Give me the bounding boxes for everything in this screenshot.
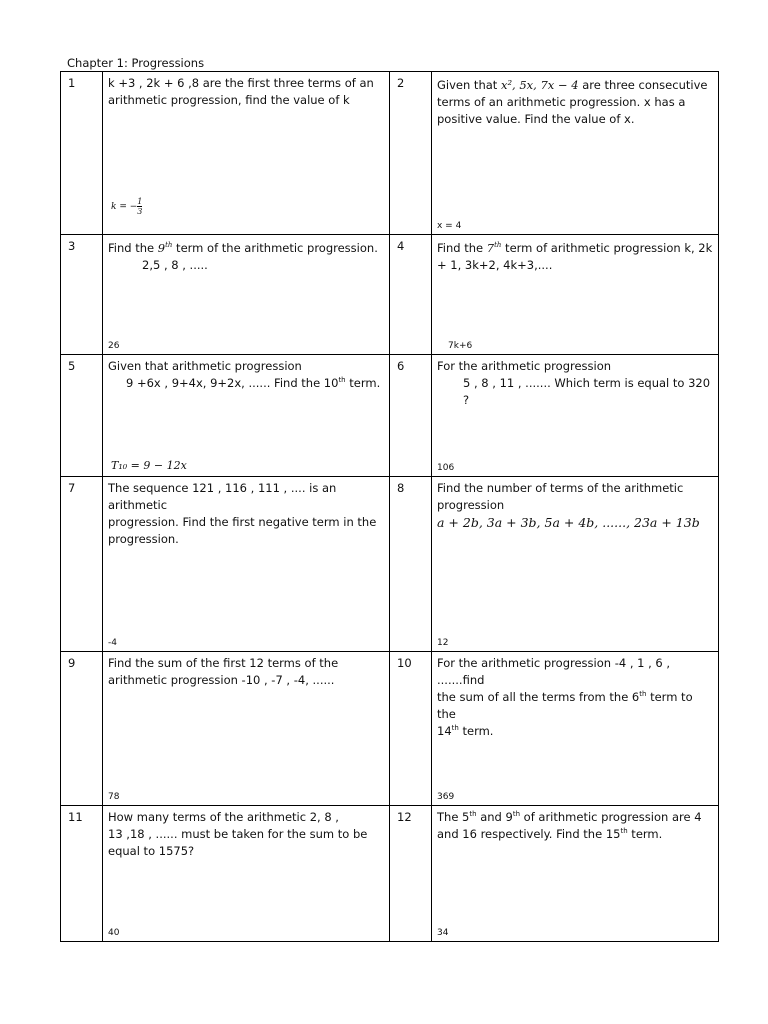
question-cell [432, 72, 719, 235]
table-row [61, 652, 719, 806]
question-text: For the arithmetic progression [437, 359, 612, 373]
question-number: 4 [390, 235, 432, 355]
question-text: 13 ,18 , ...... must be taken for the sum to be [108, 827, 368, 841]
question-number: 5 [61, 355, 103, 477]
question-text: progression. [108, 532, 179, 546]
question-text: k +3 , 2k + 6 ,8 are the first three terms of an [108, 76, 374, 90]
answer: 78 [108, 792, 120, 802]
question-cell [103, 806, 390, 942]
answer: 12 [437, 638, 449, 648]
question-text: Find the 7th term of arithmetic progression k, 2k [437, 241, 713, 255]
question-text: For the arithmetic progression -4 , 1 , 6 , .......find [437, 656, 671, 687]
question-number: 3 [61, 235, 103, 355]
question-cell [432, 355, 719, 477]
table-row [61, 72, 719, 235]
question-cell [103, 652, 390, 806]
question-number: 9 [61, 652, 103, 806]
table-row [61, 355, 719, 477]
question-cell [432, 806, 719, 942]
question-text: The 5th and 9th of arithmetic progression are 4 [437, 810, 702, 824]
answer: 26 [108, 341, 120, 351]
answer: T₁₀ = 9 − 12x [111, 459, 187, 472]
question-cell [103, 235, 390, 355]
question-text: arithmetic progression -10 , -7 , -4, ...... [108, 673, 335, 687]
question-text: 2,5 , 8 , ..... [142, 258, 208, 272]
question-cell [432, 235, 719, 355]
question-cell [432, 477, 719, 652]
question-text: The sequence 121 , 116 , 111 , .... is an arithmetic [108, 481, 337, 512]
table-row [61, 477, 719, 652]
question-cell [103, 72, 390, 235]
answer: 40 [108, 928, 120, 938]
question-text: positive value. Find the value of x. [437, 112, 635, 126]
question-text: progression [437, 498, 505, 512]
questions-table [60, 71, 719, 942]
question-text: and 16 respectively. Find the 15th term. [437, 827, 663, 841]
answer: 369 [437, 792, 455, 802]
question-number: 8 [390, 477, 432, 652]
question-text: 5 , 8 , 11 , ....... Which term is equal to 320 ? [463, 376, 711, 407]
question-text: Given that arithmetic progression [108, 359, 302, 373]
question-number: 10 [390, 652, 432, 806]
question-number: 6 [390, 355, 432, 477]
question-text: progression. Find the first negative term in the [108, 515, 377, 529]
question-cell [103, 355, 390, 477]
answer: x = 4 [437, 221, 462, 231]
page-title: Chapter 1: Progressions [67, 56, 205, 70]
answer: 34 [437, 928, 449, 938]
question-cell [432, 652, 719, 806]
question-text: Find the 9th term of the arithmetic progression. [108, 241, 378, 255]
question-text: Find the number of terms of the arithmetic [437, 481, 684, 495]
answer: 106 [437, 463, 455, 473]
question-text: terms of an arithmetic progression. x has a [437, 95, 686, 109]
question-number: 7 [61, 477, 103, 652]
question-text: Given that x², 5x, 7x − 4 are three consecutive [437, 78, 708, 92]
question-text: arithmetic progression, find the value of k [108, 93, 350, 107]
question-text: equal to 1575? [108, 844, 195, 858]
question-text: 14th term. [437, 724, 494, 738]
answer: k = − $\frac{1}{3}$ [111, 197, 143, 216]
question-text: Find the sum of the first 12 terms of the [108, 656, 339, 670]
question-text: 9 +6x , 9+4x, 9+2x, ...... Find the 10th term. [126, 376, 381, 390]
answer: 7k+6 [448, 341, 473, 351]
question-text: How many terms of the arithmetic 2, 8 , [108, 810, 339, 824]
question-number: 11 [61, 806, 103, 942]
question-text: the sum of all the terms from the 6th term to the [437, 690, 693, 721]
answer: -4 [108, 638, 117, 648]
question-number: 2 [390, 72, 432, 235]
question-math: a + 2b, 3a + 3b, 5a + 4b, ......, 23a + 13b [437, 515, 700, 530]
question-number: 12 [390, 806, 432, 942]
table-row [61, 235, 719, 355]
question-text: + 1, 3k+2, 4k+3,.... [437, 258, 553, 272]
question-cell [103, 477, 390, 652]
table-row [61, 806, 719, 942]
question-number: 1 [61, 72, 103, 235]
